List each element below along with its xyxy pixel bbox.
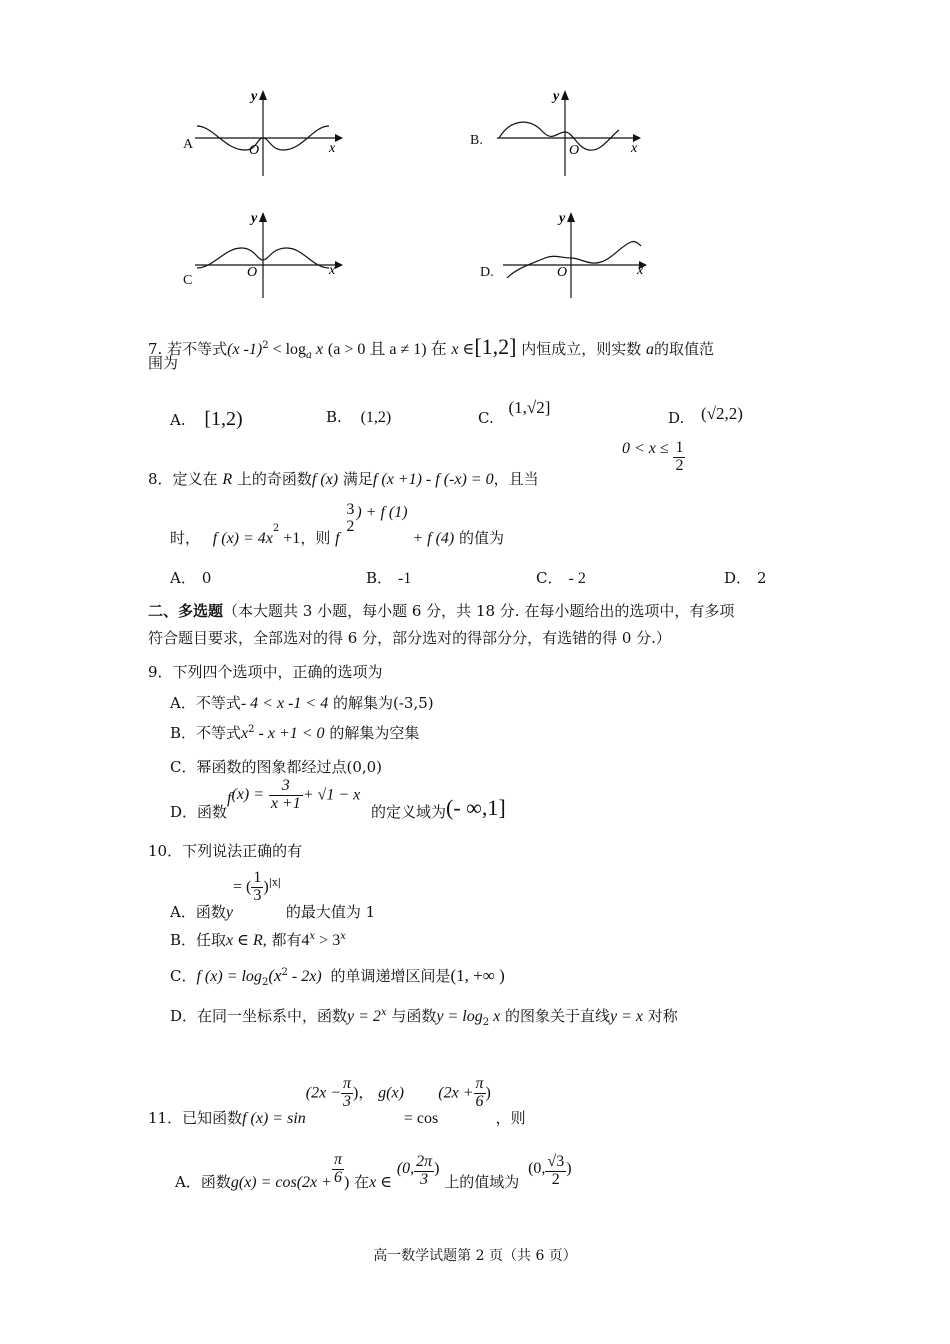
q9-a-math: - 4 < x -1 < 4 [240,695,329,712]
q11-g-pi: π [475,1075,484,1092]
q11-f-three: 3 [343,1092,351,1110]
option-b-label: B. [470,133,483,148]
q10-a-exp: |x| [268,877,282,889]
q7-option-d-text: (√2,2) [701,404,743,423]
q10-d-mid2: 的图象关于直线 [504,1007,610,1025]
q9-d-x: (x) = [231,786,265,804]
x-axis-label: x [637,263,644,278]
q8-option-a-text: 0 [201,569,212,587]
q7-stem-before: 若不等式 [167,340,228,358]
q11-a-r-den: 2 [551,1170,560,1188]
q8-cond-den: 2 [675,456,684,474]
q7-ineq: (x -1) [227,341,263,358]
q7-a: a [646,341,655,358]
option-d-label: D. [480,265,494,280]
page-footer: 高一数学试题第 2 页（共 6 页） [373,1248,577,1264]
q10-c-interval: (1, +∞ ) [450,966,505,985]
q11-g: g(x) [378,1084,404,1102]
q8-stem4: ，且当 [493,470,539,488]
q11-a-frac [332,1152,344,1187]
q7-lt: < log [268,341,307,358]
q8-stem1: 定义在 [172,470,218,488]
q8-f: f [335,529,340,547]
q9-d-root: + √1 − x [302,786,361,804]
q8-option-a-letter: A． [170,569,196,587]
q9-b-post: 的解集为空集 [329,724,420,742]
q10-a-pre: A．函数 [170,903,226,922]
q10-d-y2: y = log [436,1008,483,1025]
q9-d-pre: D．函数 [170,803,228,822]
origin-label: O [557,265,568,280]
q10-d-y2tail: x [489,1008,501,1025]
q7-number: 7. [148,340,163,358]
y-axis-label: y [251,89,258,104]
q10-a-close: ) [263,878,269,896]
q10-option-c [170,965,505,988]
q10-b-math: x ∈ R, [226,932,267,949]
q11-a-r-frac [545,1154,566,1189]
q7-cond: (a > 0 且 a ≠ 1) 在 [327,341,447,358]
q8-frac [344,502,356,536]
q7-exp: 2 [262,340,269,351]
q9-option-a [170,692,434,713]
option-c-label: C [183,273,193,288]
q8-option-c-text: - 2 [568,570,586,587]
q11-a-close: ) [343,1174,350,1192]
q8-line2 [170,498,505,547]
q7-stem-after: 内恒成立，则实数 [521,340,642,358]
q10-d-mid: 与函数 [386,1007,437,1025]
graph-option-b [497,88,647,178]
q10-c-pre: C． [170,967,197,985]
q10-c-arg: (x [268,966,282,985]
q9-d-post: 的定义域为 [371,803,447,822]
q8-condition [622,440,685,475]
graph-option-a [195,88,345,178]
y-axis-label: y [251,211,258,226]
q9-b-math2: - x +1 < 0 [254,725,325,742]
q8-option-b [366,567,411,588]
q9-option-b [170,722,419,743]
q11-a-r-num: √3 [547,1153,565,1170]
q11-a-six: 6 [333,1168,342,1186]
q10-d-y1: y = 2 [347,1008,381,1025]
q11-f-close: ) [353,1084,359,1102]
q7-option-c [478,398,551,427]
q8-cond-frac [673,440,685,475]
q8-def: f (x) = 4x [212,529,273,547]
q11-a-x: x ∈ [369,1174,393,1192]
q7-option-c-letter: C. [478,409,494,427]
q8-cond-left: 0 < x ≤ [622,440,669,458]
q10-b-e1: x [309,931,316,942]
q10-b-e2: x [340,931,346,942]
q11-stem-pre: 11．已知函数 [148,1109,243,1128]
q10-c-arg-exp: 2 [281,967,288,978]
q7-option-a [170,408,243,431]
q11-a-int-den: 3 [420,1170,429,1188]
x-axis-label: x [329,263,336,278]
q11-g-arg: (2x + [438,1084,474,1102]
q7-option-a-letter: A. [170,411,186,429]
y-axis-label: y [553,89,560,104]
q11-a-r-close: ) [566,1160,572,1178]
q10-option-b [170,929,346,950]
q9-d-interval: (- ∞,1] [446,795,506,821]
q7-option-b [326,408,391,427]
q7-var: x [312,341,324,358]
q10-d-e: x [380,1007,387,1018]
graph-option-c [195,210,345,300]
section2-note-line2: 符合题目要求，全部选对的得 6 分，部分选对的得部分分，有选错的得 0 分.） [148,629,671,647]
q10-option-d [170,1005,678,1028]
q10-c-base: 2 [261,977,269,988]
q9-b-pre: B．不等式 [170,724,242,742]
q11-f-pi: π [343,1075,352,1092]
q11-a-range-txt: 上的值域为 [444,1173,520,1192]
q7-option-b-letter: B. [326,408,342,426]
q8-cond-num: 1 [675,439,684,456]
q9-d-f: f [227,790,232,808]
x-axis-label: x [329,141,336,156]
q10-stem: 10．下列说法正确的有 [148,842,303,860]
q8-option-c-letter: C． [536,569,563,587]
q11-a-r-pre: (0, [528,1160,546,1178]
q8-option-b-text: -1 [398,570,412,587]
section2-heading-line1 [148,600,734,621]
q9-d-den: x +1 [270,794,301,812]
q11-comma: ， [358,1083,374,1102]
q9-b-math: x [241,725,249,742]
q7-stem-line2: 围为 [148,354,179,372]
q9-d-num: 3 [269,778,303,796]
q8-option-d-text: 2 [757,569,767,587]
q10-c-math: f (x) = log [196,968,262,985]
q11-a-int-pre: (0, [396,1160,415,1178]
q10-b-gt: > 3 [315,932,341,949]
q11-g-close: ) [485,1084,491,1102]
q11-a-pi: π [333,1151,342,1168]
q7-interval: [1,2] [474,334,517,359]
origin-label: O [247,265,258,280]
q8-frac-num: 3 [346,501,355,518]
q10-option-a [170,869,376,922]
origin-label: O [569,143,580,158]
question-7 [148,334,714,361]
q9-stem: 9．下列四个选项中，正确的选项为 [148,663,383,681]
q8-frac-den: 2 [346,517,355,535]
q8-then: ，则 [300,528,331,547]
option-a-label: A [183,137,194,152]
q10-d-post: 对称 [647,1007,678,1025]
q8-value-is: 的值为 [459,528,505,547]
q11-f-frac [341,1076,353,1111]
q7-domain: x ∈ [451,341,475,358]
q11-g-six: 6 [475,1092,484,1110]
q7-option-c-text: (1,√2] [508,398,551,417]
q9-a-pre: A．不等式 [170,694,241,712]
q10-b-base1: 4 [301,932,310,949]
section2-note-line1: （本大题共 3 小题，每小题 6 分，共 18 分. 在每小题给出的选项中，有多项 [223,602,735,620]
q10-a-eq: = ( [232,878,252,896]
q8-plus-f4: + f (4) [412,529,455,547]
q8-option-c [536,567,586,588]
q11-g-frac [474,1076,486,1111]
q11-stem [148,1075,526,1128]
q9-option-c: C．幂函数的图象都经过点(0,0) [170,758,383,776]
q11-a-math: g(x) = cos(2x + [230,1174,332,1192]
q8-stem3: 满足 [342,470,373,488]
q7-option-d [668,404,743,427]
q10-d-pre: D．在同一坐标系中，函数 [170,1007,348,1025]
q8-eq: f (x +1) - f (-x) = 0 [372,471,494,488]
q8-option-d [724,567,767,588]
q10-a-frac [251,870,263,905]
q8-def-exp: 2 [272,522,280,534]
section2-heading: 二、多选题 [148,602,224,620]
graph-option-d [503,210,653,300]
q8-number: 8． [148,470,173,488]
q9-option-d [170,777,506,822]
q7-option-a-text: [1,2) [204,408,243,430]
q7-option-d-letter: D. [668,409,685,427]
q11-g-eq: = cos [403,1110,439,1128]
q10-a-y: y [225,904,233,922]
q10-d-base: 2 [482,1017,490,1028]
y-axis-label: y [559,211,566,226]
q7-option-b-text: (1,2) [360,409,392,426]
q11-then: ，则 [495,1109,526,1128]
q8-expr-tail: ) + f (1) [356,503,408,521]
q11-f: f (x) = sin [242,1110,306,1128]
q10-d-line: y = x [609,1008,643,1025]
q11-a-int-frac [414,1154,434,1189]
q8-when: 时， [170,528,201,547]
origin-label: O [249,143,260,158]
q11-option-a [175,1138,572,1192]
q11-a-pre: A．函数 [175,1173,231,1192]
q7-stem-end: 的取值范 [654,340,715,358]
q11-a-in: 在 [354,1173,370,1192]
q8-def-tail: +1 [279,529,301,547]
q8-option-d-letter: D． [724,569,752,587]
q11-a-int-num: 2π [416,1153,433,1170]
q8-option-a [170,567,211,588]
q9-a-post: 的解集为(-3,5) [332,694,434,712]
q8-stem2: 上的奇函数 [236,470,312,488]
question-8 [148,468,539,489]
q8-fx: f (x) [311,471,339,488]
q7-base: a [306,350,313,361]
q11-a-int-close: ) [434,1160,440,1178]
q10-a-post: 的最大值为 1 [285,903,376,922]
q8-option-b-letter: B． [366,569,393,587]
q10-a-den: 3 [253,886,262,904]
q9-b-exp: 2 [248,724,255,735]
q9-d-frac [269,778,303,813]
q8-R: R [222,471,233,488]
q10-b-pre: B．任取 [170,931,227,949]
q10-a-num: 1 [253,869,262,886]
q10-c-arg2: - 2x) [287,968,322,985]
x-axis-label: x [631,141,638,156]
q11-f-arg: (2x − [305,1084,341,1102]
q10-c-post: 的单调递增区间是 [330,967,451,985]
q10-b-mid: 都有 [266,931,302,949]
